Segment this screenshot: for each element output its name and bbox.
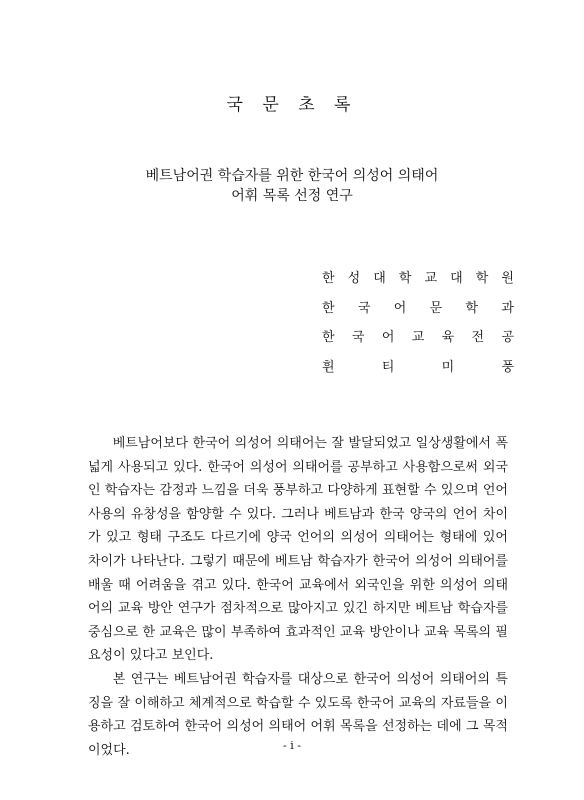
affiliation-char: 전	[471, 330, 485, 345]
page-number: - i -	[283, 739, 301, 752]
affiliation-char: 교	[411, 330, 425, 345]
affiliation-author	[322, 356, 514, 375]
affiliation-char: 한	[322, 271, 335, 286]
affiliation-university	[322, 267, 514, 286]
affiliation-char: 한	[322, 301, 335, 316]
affiliation-char: 어	[381, 330, 395, 345]
affiliation-major	[322, 326, 514, 345]
affiliation-char: 교	[424, 271, 438, 286]
thesis-title-line-1: 베트남어권 학습자를 위한 한국어 의성어 의태어	[145, 168, 439, 184]
thesis-title-line-2: 어휘 목록 선정 연구	[231, 188, 353, 204]
affiliation-char: 문	[429, 301, 443, 316]
affiliation-char: 대	[373, 271, 386, 286]
affiliation-char: 학	[475, 271, 489, 286]
affiliation-char: 풍	[501, 360, 514, 375]
affiliation-char: 학	[398, 271, 412, 286]
thesis-title	[0, 166, 584, 206]
abstract-paragraph-1: 베트남어보다 한국어 의성어 의태어는 잘 발달되었고 일상생활에서 폭넓게 사용되고 있다. 한국어 의성어 의태어를 공부하고 사용함으로써 외국인 학습자는 감정과 느낌을 더욱 풍부하고 다양하게 표현할 수 있으며 언어 사용의 유창성을 함양할 수 있다. 그러나 베트남과 한국 양국의 언어 차이가 있고 형태 구조도 다르기에 양국 언어의 의성어 의태어는 형태에 있어 차이가 나타난다. 그렇기 때문에 베트남 학습자가 한국어 의성어 의태어를 배울 때 어려움을 겪고 있다. 한국어 교육에서 외국인을 위한 의성어 의태어의 교육 방안 연구가 점차적으로 많아지고 있긴 하지만 베트남 학습자를 중심으로 한 교육은 많이 부족하여 효과적인 교육 방안이나 교육 목록의 필요성이 있다고 보인다.	[88, 436, 508, 664]
page-title: 국 문 초 록	[226, 95, 358, 115]
affiliation-char: 원	[501, 271, 514, 286]
affiliation-department	[322, 297, 514, 316]
affiliation-char: 국	[357, 301, 371, 316]
affiliation-char: 공	[501, 330, 514, 345]
affiliation-char: 미	[441, 360, 455, 375]
affiliation-char: 국	[351, 330, 365, 345]
affiliation-char: 대	[450, 271, 463, 286]
affiliation-char: 학	[465, 301, 479, 316]
affiliation-char: 티	[381, 360, 395, 375]
abstract-paragraph-2: 본 연구는 베트남어권 학습자를 대상으로 한국어 의성어 의태어의 특징을 잘 이해하고 체계적으로 학습할 수 있도록 한국어 교육의 자료들을 이용하고 검토하여 한국어 의성어 의태어 어휘 목록을 선정하는 데에 그 목적이었다.	[88, 671, 508, 758]
affiliation-char: 한	[322, 330, 335, 345]
affiliation-char: 어	[393, 301, 407, 316]
affiliation-char: 성	[347, 271, 361, 286]
affiliation-char: 과	[501, 301, 514, 316]
affiliation-char: 육	[441, 330, 455, 345]
abstract-body	[88, 432, 508, 762]
affiliation-char: 휜	[322, 360, 335, 375]
